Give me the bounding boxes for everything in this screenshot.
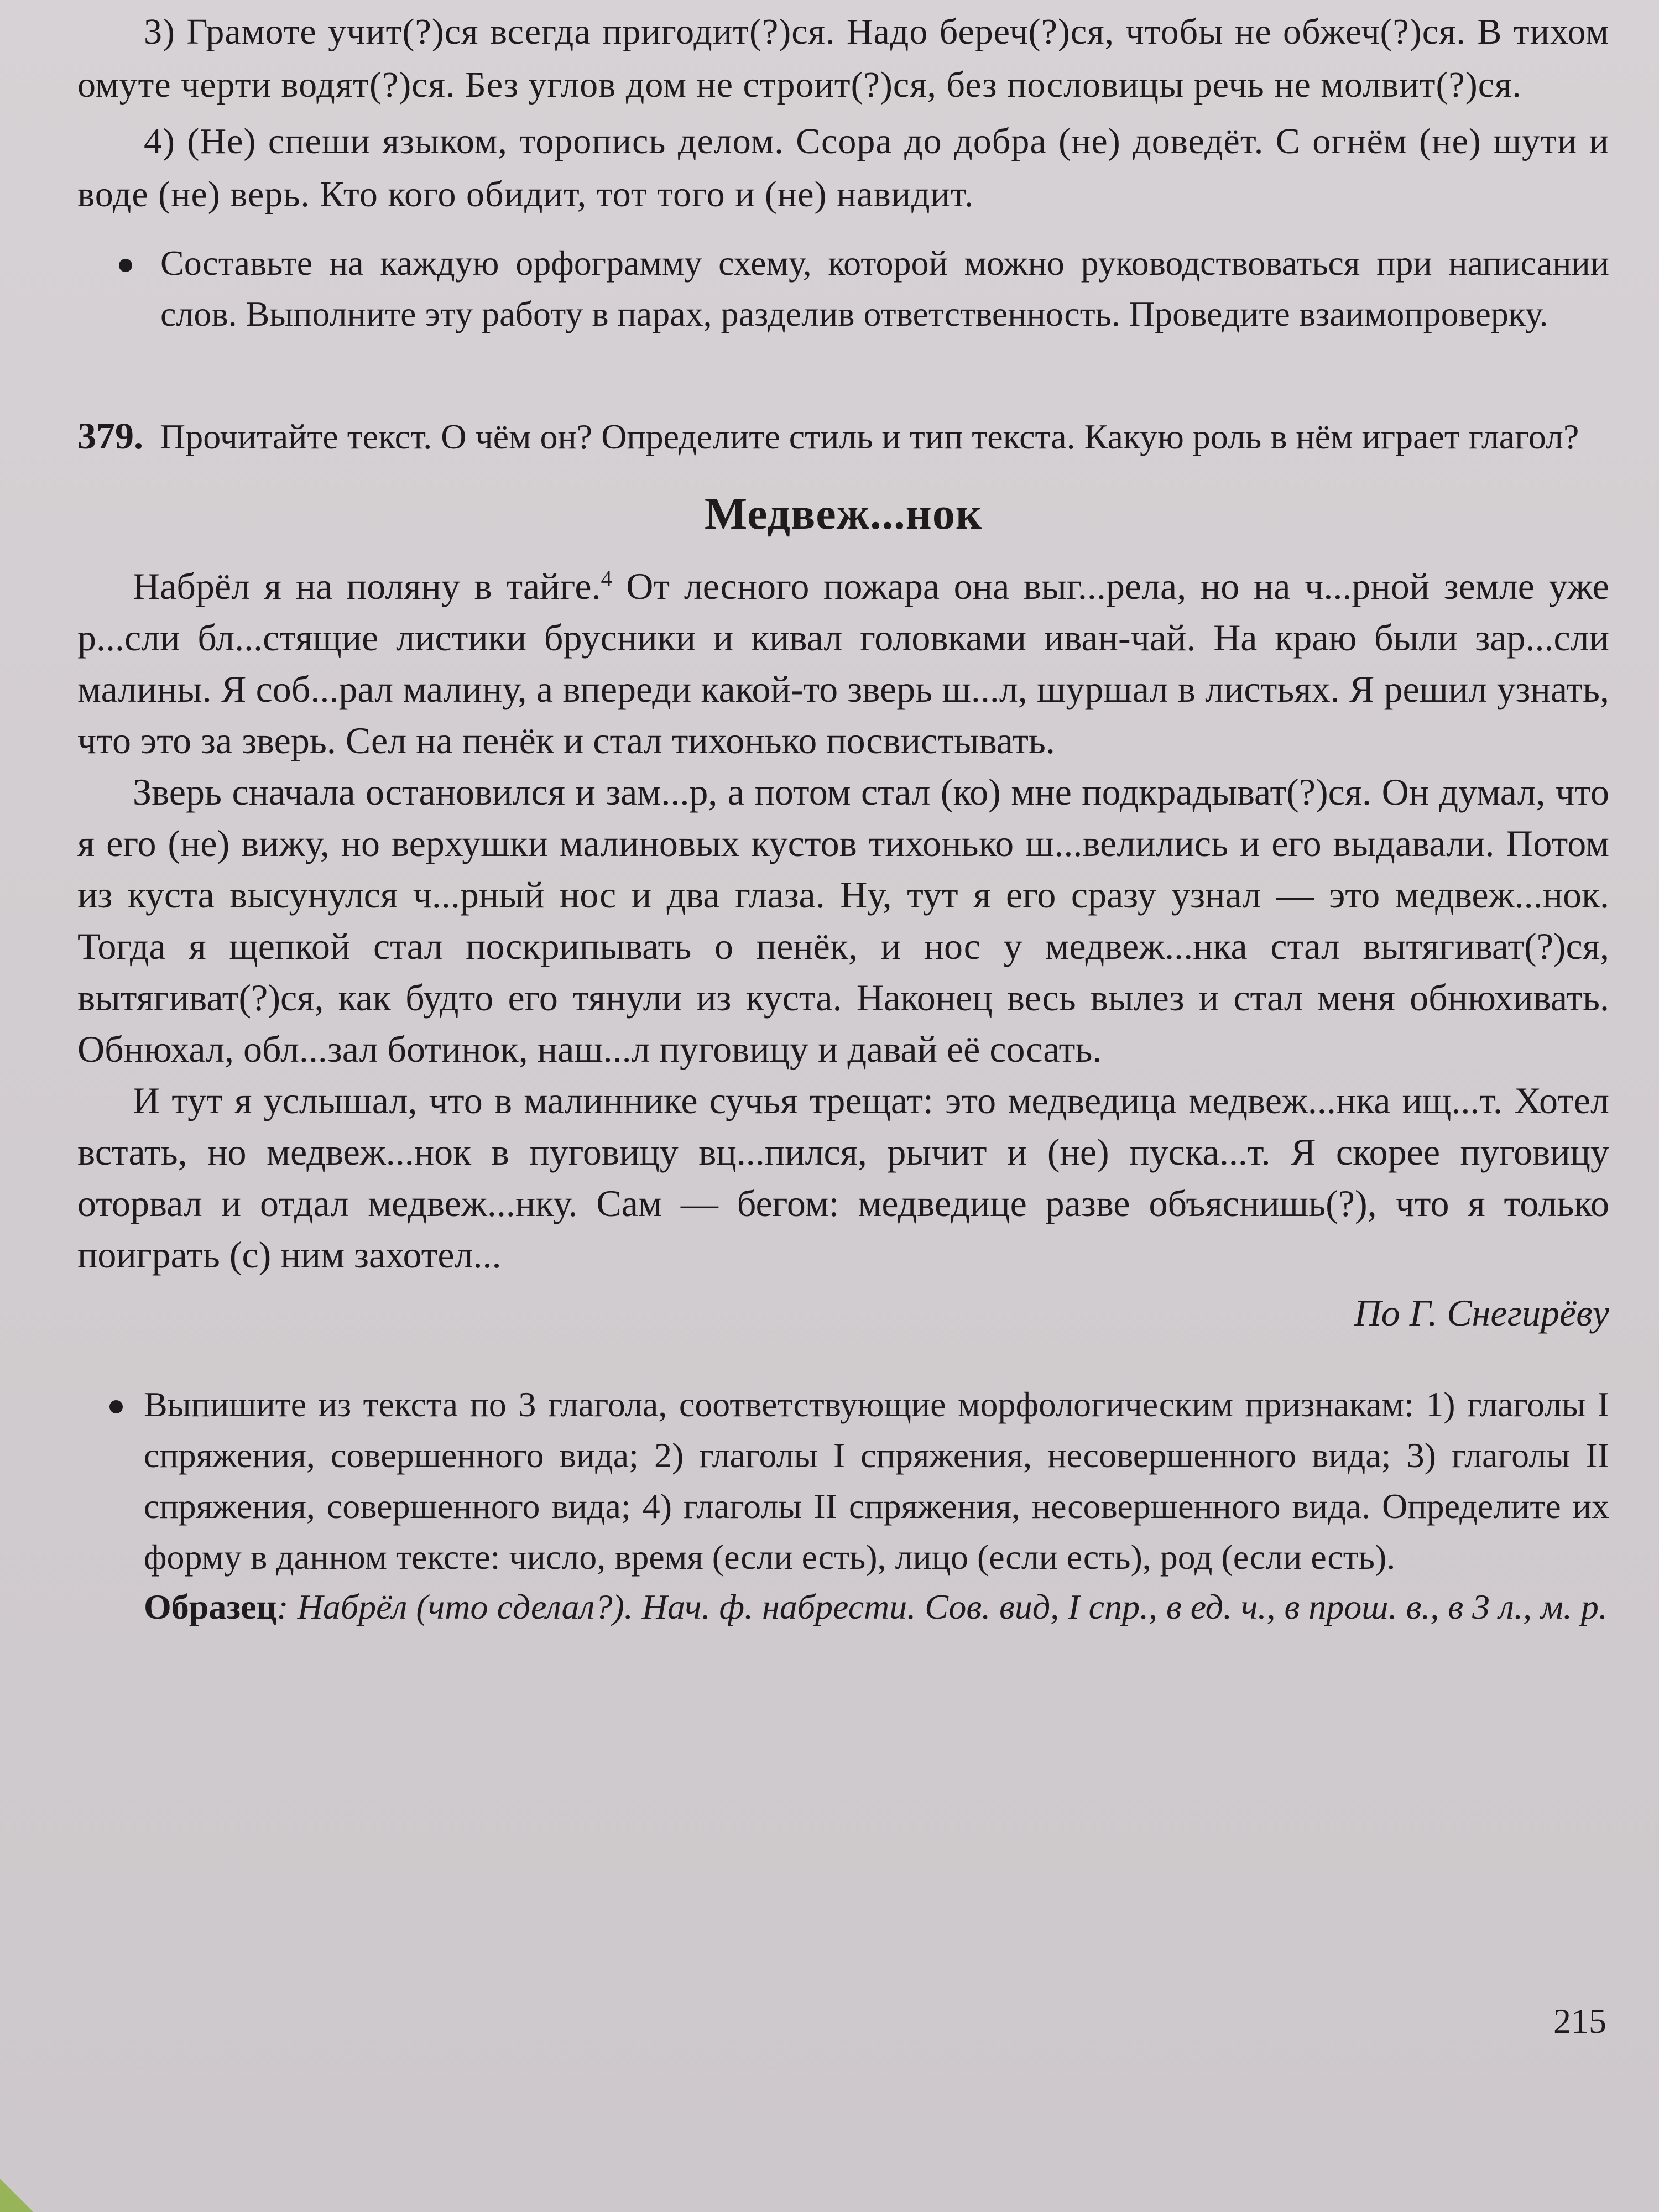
exercise-number: 379. [77,415,143,457]
task-verbs [144,1379,1609,1583]
proverbs-item-4: 4) (Не) спеши языком, торопись делом. Ссора до добра (не) доведёт. С огнём (не) шути и воде (не) верь. Кто кого обидит, тот того и (не) навидит. [77,121,1609,215]
story-title: Медвеж...нок [704,488,983,539]
exercise-379-instruction [77,411,1609,461]
task-schemes-text: Составьте на каждую орфограмму схему, которой можно руководствоваться при написании слов. Выполните эту работу в парах, разделив ответственность. Проведите взаимопроверку. [160,243,1609,333]
sample-text: : Набрёл (что сделал?). Нач. ф. набрести. Сов. вид, I спр., в ед. ч., в прош. в., в 3 л., м. р. [276,1587,1608,1626]
sample-label: Образец [144,1587,277,1626]
bullet-icon [109,1400,123,1413]
page-content [77,6,1609,1631]
story-paragraph-3: И тут я услышал, что в малиннике сучья трещат: это медведица медвеж...нка ищ...т. Хотел встать, но медвеж...нок в пуговицу вц...пился, рычит и (не) пуска...т. Я скорее пуговицу оторвал и отдал медвеж...нку. Сам — бегом: медведице разве объяснишь(?), что я только поиграть (с) ним захотел... [77,1079,1609,1276]
footnote-mark: 4 [601,566,612,591]
story-paragraph-1 [77,561,1609,766]
exercise-instruction-text: Прочитайте текст. О чём он? Определите стиль и тип текста. Какую роль в нём играет глагол? [160,417,1579,456]
task-verbs-text: Выпишите из текста по 3 глагола, соответствующие морфологическим признакам: 1) глаголы I спряжения, совершенного вида; 2) глаголы I спряжения, несовершенного вида; 3) глаголы II спряжения, совершенного вида; 4) глаголы II спряжения, несовершенного вида. Определите их форму в данном тексте: число, время (если есть), лицо (если есть), род (если есть). [144,1385,1609,1577]
task-schemes [160,238,1609,340]
story-p1-start: Набрёл я на поляну в тайге. [133,565,601,607]
page-number: 215 [1553,2001,1606,2041]
story-author: По Г. Снегирёву [1354,1292,1609,1334]
story-p1-rest: От лесного пожара она выг...рела, но на ч...рной земле уже р...сли бл...стящие листики брусники и кивал головками иван-чай. На краю были зар...сли малины. Я соб...рал малину, а впереди какой-то зверь ш...л, шуршал в листьях. Я решил узнать, что это за зверь. Сел на пенёк и стал тихонько посвистывать. [77,565,1609,761]
sample-answer [144,1583,1609,1631]
background-corner [0,2179,33,2212]
story-paragraph-2: Зверь сначала остановился и зам...р, а потом стал (ко) мне подкрадыват(?)ся. Он думал, что я его (не) вижу, но верхушки малиновых кустов тихонько ш...велились и его выдавали. Потом из куста высунулся ч...рный нос и два глаза. Ну, тут я его сразу узнал — это медвеж...нок. Тогда я щепкой стал поскрипывать о пенёк, и нос у медвеж...нка стал вытягиват(?)ся, вытягиват(?)ся, как будто его тянули из куста. Наконец весь вылез и стал меня обнюхивать. Обнюхал, обл...зал ботинок, наш...л пуговицу и давай её сосать. [77,771,1609,1070]
story-text [77,561,1609,1281]
bullet-icon [119,259,132,272]
proverbs-item-3: 3) Грамоте учит(?)ся всегда пригодит(?)ся. Надо береч(?)ся, чтобы не обжеч(?)ся. В тихом омуте черти водят(?)ся. Без углов дом не строит(?)ся, без пословицы речь не молвит(?)ся. [77,12,1609,105]
